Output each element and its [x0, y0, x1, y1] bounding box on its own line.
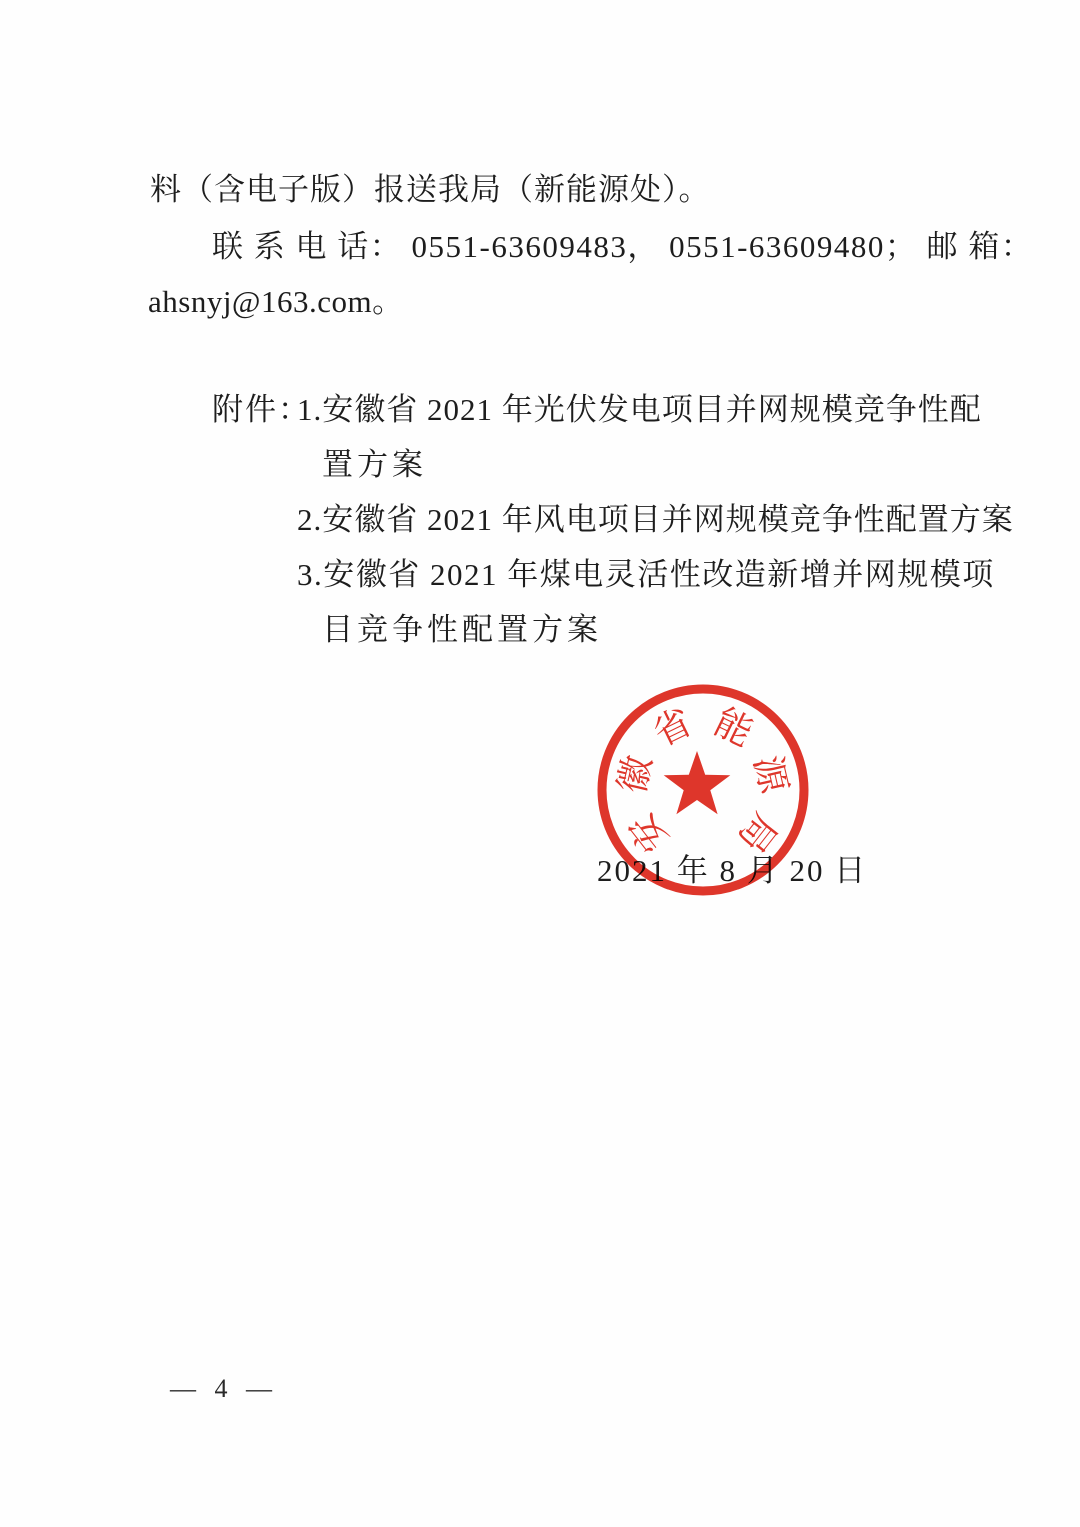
attachment-item-3: 3.安徽省 2021 年煤电灵活性改造新增并网规模项: [297, 557, 995, 592]
attachment-item-1-continued: 置方案: [322, 447, 427, 482]
seal-char-5: 源: [745, 751, 794, 798]
star-icon: [664, 751, 731, 814]
seal-char-4: 能: [707, 701, 759, 755]
page-number: — 4 —: [170, 1374, 278, 1403]
contact-email: ahsnyj@163.com。: [148, 284, 404, 319]
seal-char-1: 安: [621, 804, 677, 860]
body-text-line: 料（含电子版）报送我局（新能源处）。: [150, 172, 711, 207]
seal-char-2: 徽: [612, 751, 661, 798]
official-seal: [593, 680, 813, 900]
attachments-label: 附件：: [212, 392, 311, 427]
attachment-item-2: 2.安徽省 2021 年风电项目并网规模竞争性配置方案: [297, 502, 1014, 537]
issue-date: 2021 年 8 月 20 日: [597, 853, 868, 888]
contact-phone-line: 联 系 电 话： 0551-63609483， 0551-63609480； 邮 箱：: [212, 229, 1034, 264]
attachment-item-3-continued: 目竞争性配置方案: [322, 612, 602, 647]
attachment-item-1: 1.安徽省 2021 年光伏发电项目并网规模竞争性配: [297, 392, 982, 427]
seal-char-6: 局: [729, 804, 785, 860]
seal-char-3: 省: [647, 701, 699, 755]
